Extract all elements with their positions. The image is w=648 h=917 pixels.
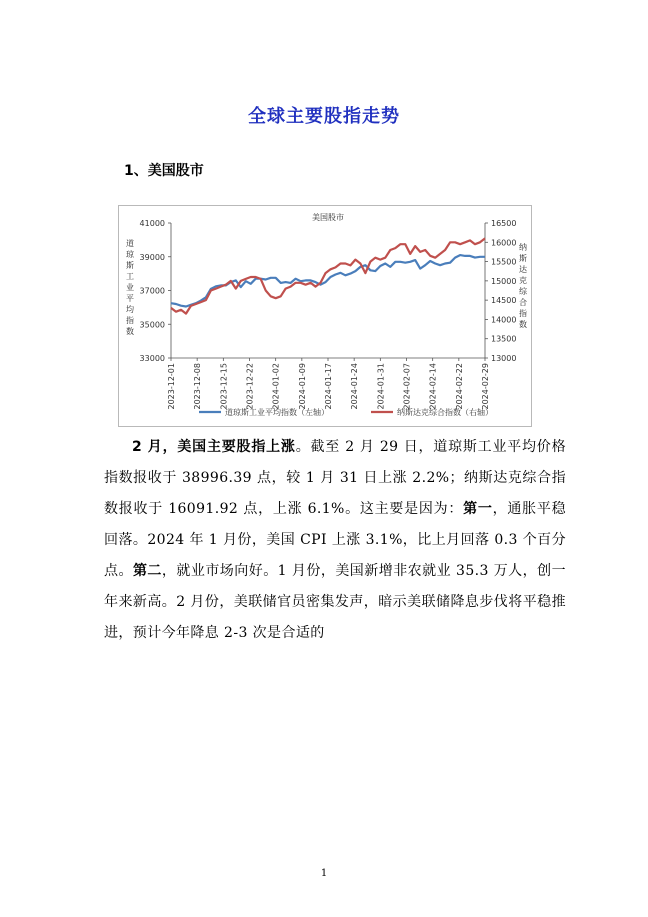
text-part-2: ，通胀平稳回落。2024 年 1 月份，美国 CPI 上涨 3.1%，比上月回落 0.3 个百分点。 [104, 501, 566, 579]
left-tick-label: 41000 [139, 219, 165, 228]
right-tick-label: 13000 [491, 354, 517, 363]
x-tick-label: 2024-01-31 [376, 363, 386, 410]
text-part-3: ，就业市场向好。1 月份，美国新增非农就业 35.3 万人，创一年来新高。2 月份，美联储官员密集发声，暗示美联储降息步伐将平稳推进，预计今年降息 2-3 次是合适的 [104, 563, 566, 641]
y-right-label: 纳斯达克综合指数 [519, 243, 527, 329]
x-tick-label: 2024-02-22 [454, 363, 464, 410]
x-tick-label: 2024-02-07 [402, 363, 412, 410]
right-tick-label: 13500 [491, 334, 517, 344]
x-tick-label: 2023-12-22 [245, 363, 255, 410]
x-tick-label: 2023-12-01 [167, 363, 176, 410]
chart-canvas [119, 206, 531, 426]
left-tick-label: 39000 [139, 252, 165, 262]
bold-first: 第一 [463, 501, 493, 517]
y-left-label: 道琼斯工业平均指数 [126, 239, 134, 336]
page-number: 1 [320, 868, 328, 879]
bold-second: 第二 [132, 563, 162, 579]
right-tick-label: 15000 [491, 276, 517, 286]
us-stock-chart [118, 205, 532, 427]
x-tick-label: 2024-01-02 [271, 363, 281, 410]
right-tick-label: 16000 [491, 238, 517, 248]
x-tick-label: 2024-01-09 [297, 363, 307, 410]
body-paragraph [104, 432, 566, 649]
dow-jones-line [171, 255, 485, 306]
right-tick-label: 15500 [491, 257, 517, 267]
nasdaq-line [171, 238, 485, 313]
left-tick-label: 35000 [139, 320, 165, 330]
x-tick-label: 2023-12-15 [219, 363, 229, 410]
page-title: 全球主要股指走势 [248, 106, 400, 127]
right-tick-label: 14500 [491, 296, 517, 306]
right-tick-label: 16500 [491, 219, 517, 228]
lead-bold: 2 月，美国主要股指上涨 [132, 439, 296, 455]
x-tick-label: 2024-01-17 [324, 363, 333, 410]
x-tick-label: 2024-01-24 [350, 363, 360, 410]
x-tick-label: 2024-02-14 [428, 363, 438, 410]
x-tick-label: 2023-12-08 [193, 363, 203, 410]
legend-label-dow: 道琼斯工业平均指数（左轴） [225, 408, 329, 417]
x-tick-label: 2024-02-29 [481, 363, 490, 410]
text-part-1: 。截至 2 月 29 日，道琼斯工业平均价格指数报收于 38996.39 点，较 1 月 31 日上涨 2.2%；纳斯达克综合指数报收于 16091.92 点，上涨 6.1%。这主要是因为： [104, 439, 566, 517]
section-heading: 1、美国股市 [124, 163, 204, 179]
legend-label-nasdaq: 纳斯达克综合指数（右轴） [397, 408, 493, 417]
chart-title: 美国股市 [312, 213, 344, 222]
left-tick-label: 33000 [139, 354, 165, 363]
left-tick-label: 37000 [139, 286, 165, 296]
right-tick-label: 14000 [491, 315, 517, 325]
